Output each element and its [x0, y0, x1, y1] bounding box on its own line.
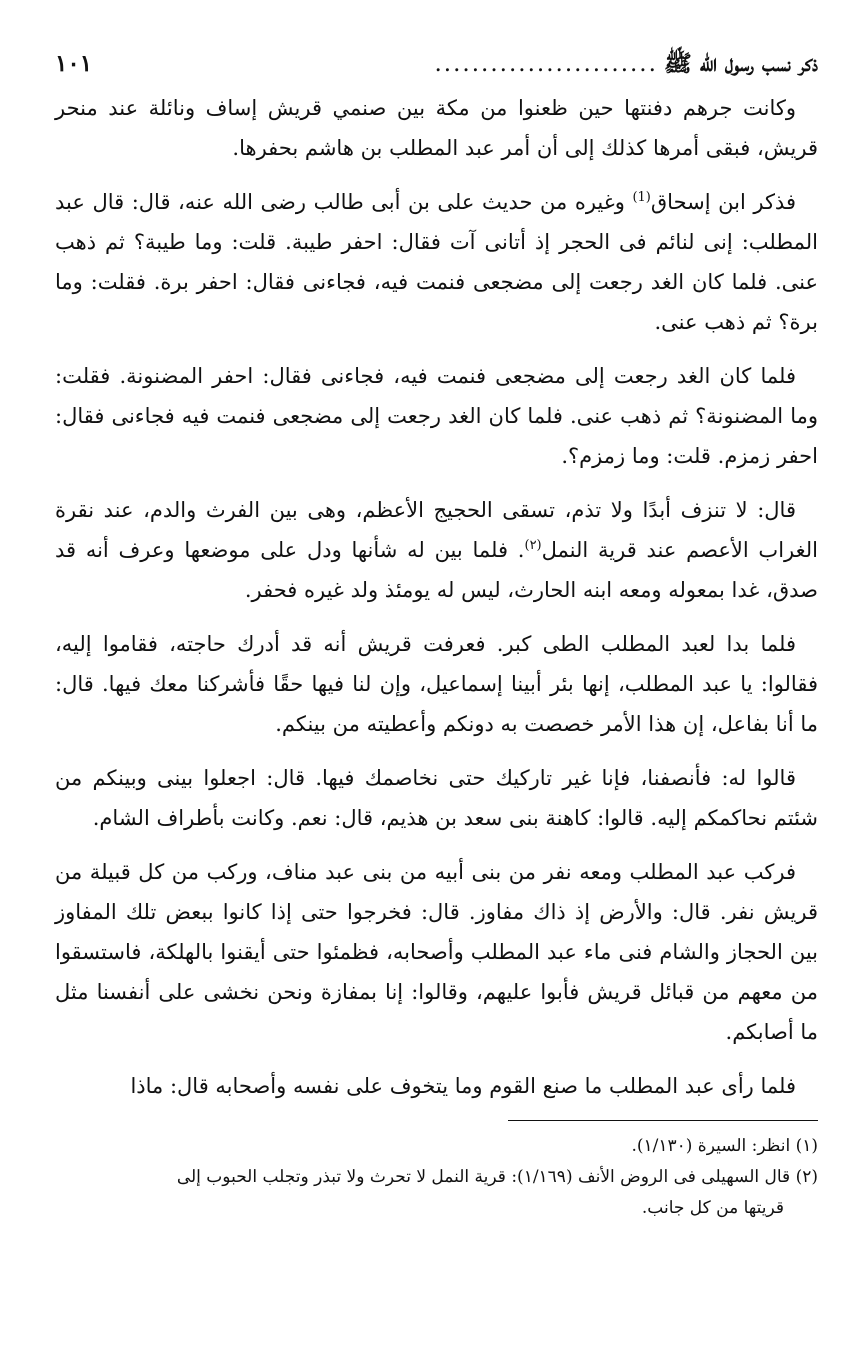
- paragraph-8: فلما رأى عبد المطلب ما صنع القوم وما يتخوف على نفسه وأصحابه قال: ماذا: [130, 1074, 796, 1098]
- paragraph-4-part-a: قال: لا تنزف أبدًا ولا تذم، تسقى الحجيج الأعظم، وهى بين الفرث والدم، عند نقرة الغراب الأعصم عند قرية النمل: [55, 498, 818, 562]
- body-text: [55, 88, 818, 1106]
- footnote-2-continuation: قريتها من كل جانب.: [641, 1198, 784, 1218]
- paragraph-3: فلما كان الغد رجعت إلى مضجعى فنمت فيه، فجاءنى فقال: احفر المضنونة. فقلت: وما المضنونة؟ ثم ذهب عنى. فلما كان الغد رجعت إلى مضجعى فنمت فيه فجاءنى فقال: احفر زمزم. قلت: وما زمزم؟.: [55, 364, 818, 468]
- page-number: ١٠١: [55, 50, 93, 77]
- paragraph-5: فلما بدا لعبد المطلب الطى كبر. فعرفت قريش أنه قد أدرك حاجته، فقاموا إليه، فقالوا: يا عبد المطلب، إنها بئر أبينا إسماعيل، وإن لنا فيها حقًا فأشركنا معك فيها. قال: ما أنا بفاعل، إن هذا الأمر خصصت به دونكم وأعطيته من بينكم.: [55, 632, 818, 736]
- footnote-ref-1[interactable]: (1): [632, 190, 651, 205]
- running-head: [55, 42, 818, 88]
- paragraph-4: [55, 490, 818, 610]
- footnote-ref-2[interactable]: (٢): [524, 538, 542, 553]
- footnote-1: (١) انظر: السيرة (١/١٣٠).: [631, 1136, 818, 1156]
- paragraph-7: فركب عبد المطلب ومعه نفر من بنى أبيه من بنى عبد مناف، وركب من كل قبيلة من قريش نفر. قال: والأرض إذ ذاك مفاوز. قال: فخرجوا حتى إذا كانوا ببعض تلك المفاوز بين الحجاز والشام فنى ماء عبد المطلب وأصحابه، فظمئوا حتى أيقنوا بالهلكة، فاستسقوا من معهم من قبائل قريش فأبوا عليهم، وقالوا: إنا بمفازة ونحن نخشى على أنفسنا مثل ما أصابكم.: [55, 860, 818, 1044]
- paragraph-4-part-b: . فلما بين له شأنها ودل على موضعها وعرف أنه قد صدق، غدا بمعوله ومعه ابنه الحارث، ليس له يومئذ ولد غيره فحفر.: [55, 538, 818, 602]
- footnote-2-text: (٢) قال السهيلى فى الروض الأنف (١/١٦٩): قرية النمل لا تحرث ولا تبذر وتجلب الحبوب إلى: [176, 1167, 818, 1187]
- paragraph-2: [55, 182, 818, 342]
- footnote-divider: [508, 1120, 818, 1121]
- paragraph-1: وكانت جرهم دفنتها حين ظعنوا من مكة بين صنمي قريش إساف ونائلة عند منحر قريش، فبقى أمرها كذلك إلى أن أمر عبد المطلب بن هاشم بحفرها.: [55, 96, 818, 160]
- footnote-2: [55, 1162, 818, 1224]
- paragraph-6: قالوا له: فأنصفنا، فإنا غير تاركيك حتى نخاصمك فيها. قال: اجعلوا بينى وبينكم من شئتم نحاكمكم إليه. قالوا: كاهنة بنى سعد بن هذيم، قال: نعم. وكانت بأطراف الشام.: [55, 766, 818, 830]
- book-page: [55, 42, 818, 1368]
- leader-dots: ........................: [434, 51, 658, 77]
- footnotes: [55, 1131, 818, 1224]
- paragraph-2-part-a: فذكر ابن إسحاق: [650, 190, 796, 214]
- chapter-title: ذكر نسب رسول الله ﷺ: [663, 50, 818, 77]
- paragraph-2-part-b: وغيره من حديث على بن أبى طالب رضى الله عنه، قال: قال عبد المطلب: إنى لنائم فى الحجر إذ أتانى آت فقال: احفر طيبة. قلت: وما طيبة؟ ثم ذهب عنى. فلما كان الغد رجعت إلى مضجعى فنمت فيه، فجاءنى فقال: احفر برة. فقلت: وما برة؟ ثم ذهب عنى.: [55, 190, 818, 334]
